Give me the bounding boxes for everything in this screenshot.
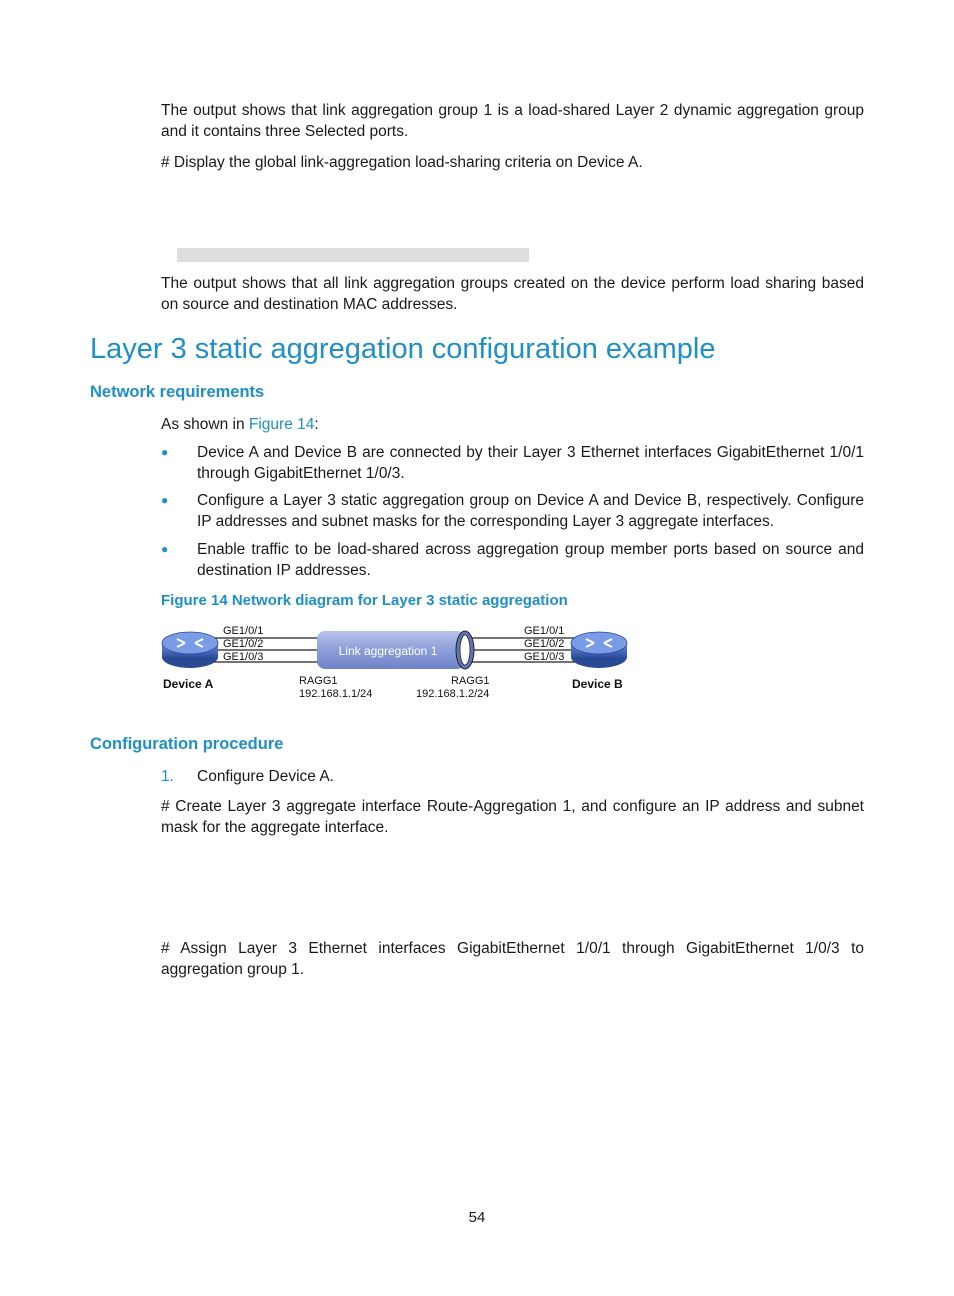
step-number: 1.	[161, 768, 174, 785]
intro-suffix: :	[314, 416, 319, 433]
port-label: GE1/0/1	[223, 625, 264, 637]
bullet-icon: ●	[161, 493, 169, 507]
ip-left-label: 192.168.1.1/24	[299, 688, 373, 700]
step-text: Configure Device A.	[197, 768, 334, 785]
device-b-label: Device B	[572, 677, 623, 691]
intro-paragraph	[161, 414, 864, 435]
link-aggregation-tunnel	[317, 631, 474, 669]
list-item	[161, 442, 864, 484]
step-item	[161, 766, 334, 787]
list-item	[161, 539, 864, 581]
ragg-right-label: RAGG1	[451, 675, 490, 687]
section-title: Layer 3 static aggregation configuration example	[90, 333, 716, 365]
port-label: GE1/0/2	[524, 638, 565, 650]
subsection-heading-network-requirements: Network requirements	[90, 383, 265, 401]
bullet-icon: ●	[161, 542, 169, 556]
network-diagram	[155, 618, 635, 708]
port-label: GE1/0/1	[524, 625, 565, 637]
ip-right-label: 192.168.1.2/24	[416, 688, 490, 700]
bullet-icon: ●	[161, 445, 169, 459]
tunnel-label: Link aggregation 1	[338, 644, 438, 658]
list-item-text: Enable traffic to be load-shared across aggregation group member ports based on source and destination IP addresses.	[197, 541, 864, 579]
ragg-left-label: RAGG1	[299, 675, 338, 687]
device-a-label: Device A	[163, 677, 214, 691]
page-number: 54	[468, 1209, 486, 1226]
port-label: GE1/0/3	[223, 651, 264, 663]
body-paragraph: The output shows that link aggregation group 1 is a load-shared Layer 2 dynamic aggregation group and it contains three Selected ports.	[161, 102, 864, 140]
figure-link[interactable]: Figure 14	[248, 416, 315, 433]
list-item-text: Configure a Layer 3 static aggregation group on Device A and Device B, respectively. Configure IP addresses and subnet masks for the corresponding Layer 3 aggregate interfaces.	[197, 492, 864, 530]
device-b-switch-icon	[571, 632, 627, 668]
body-paragraph: The output shows that all link aggregation groups created on the device perform load sharing based on source and destination MAC addresses.	[161, 275, 864, 313]
figure-caption: Figure 14 Network diagram for Layer 3 static aggregation	[161, 592, 568, 609]
subsection-heading-configuration-procedure: Configuration procedure	[90, 735, 284, 753]
list-item-text: Device A and Device B are connected by their Layer 3 Ethernet interfaces GigabitEthernet 1/0/1 through GigabitEthernet 1/0/3.	[197, 444, 864, 482]
list-item	[161, 490, 864, 532]
body-paragraph: # Display the global link-aggregation load-sharing criteria on Device A.	[161, 154, 643, 171]
intro-text: As shown in	[161, 416, 249, 433]
body-paragraph: # Create Layer 3 aggregate interface Route-Aggregation 1, and configure an IP address and subnet mask for the aggregate interface.	[161, 798, 864, 836]
code-block-placeholder	[177, 248, 529, 262]
device-a-switch-icon	[162, 632, 218, 668]
port-label: GE1/0/3	[524, 651, 565, 663]
body-paragraph: # Assign Layer 3 Ethernet interfaces GigabitEthernet 1/0/1 through GigabitEthernet 1/0/3 to aggregation group 1.	[161, 940, 864, 978]
port-label: GE1/0/2	[223, 638, 264, 650]
